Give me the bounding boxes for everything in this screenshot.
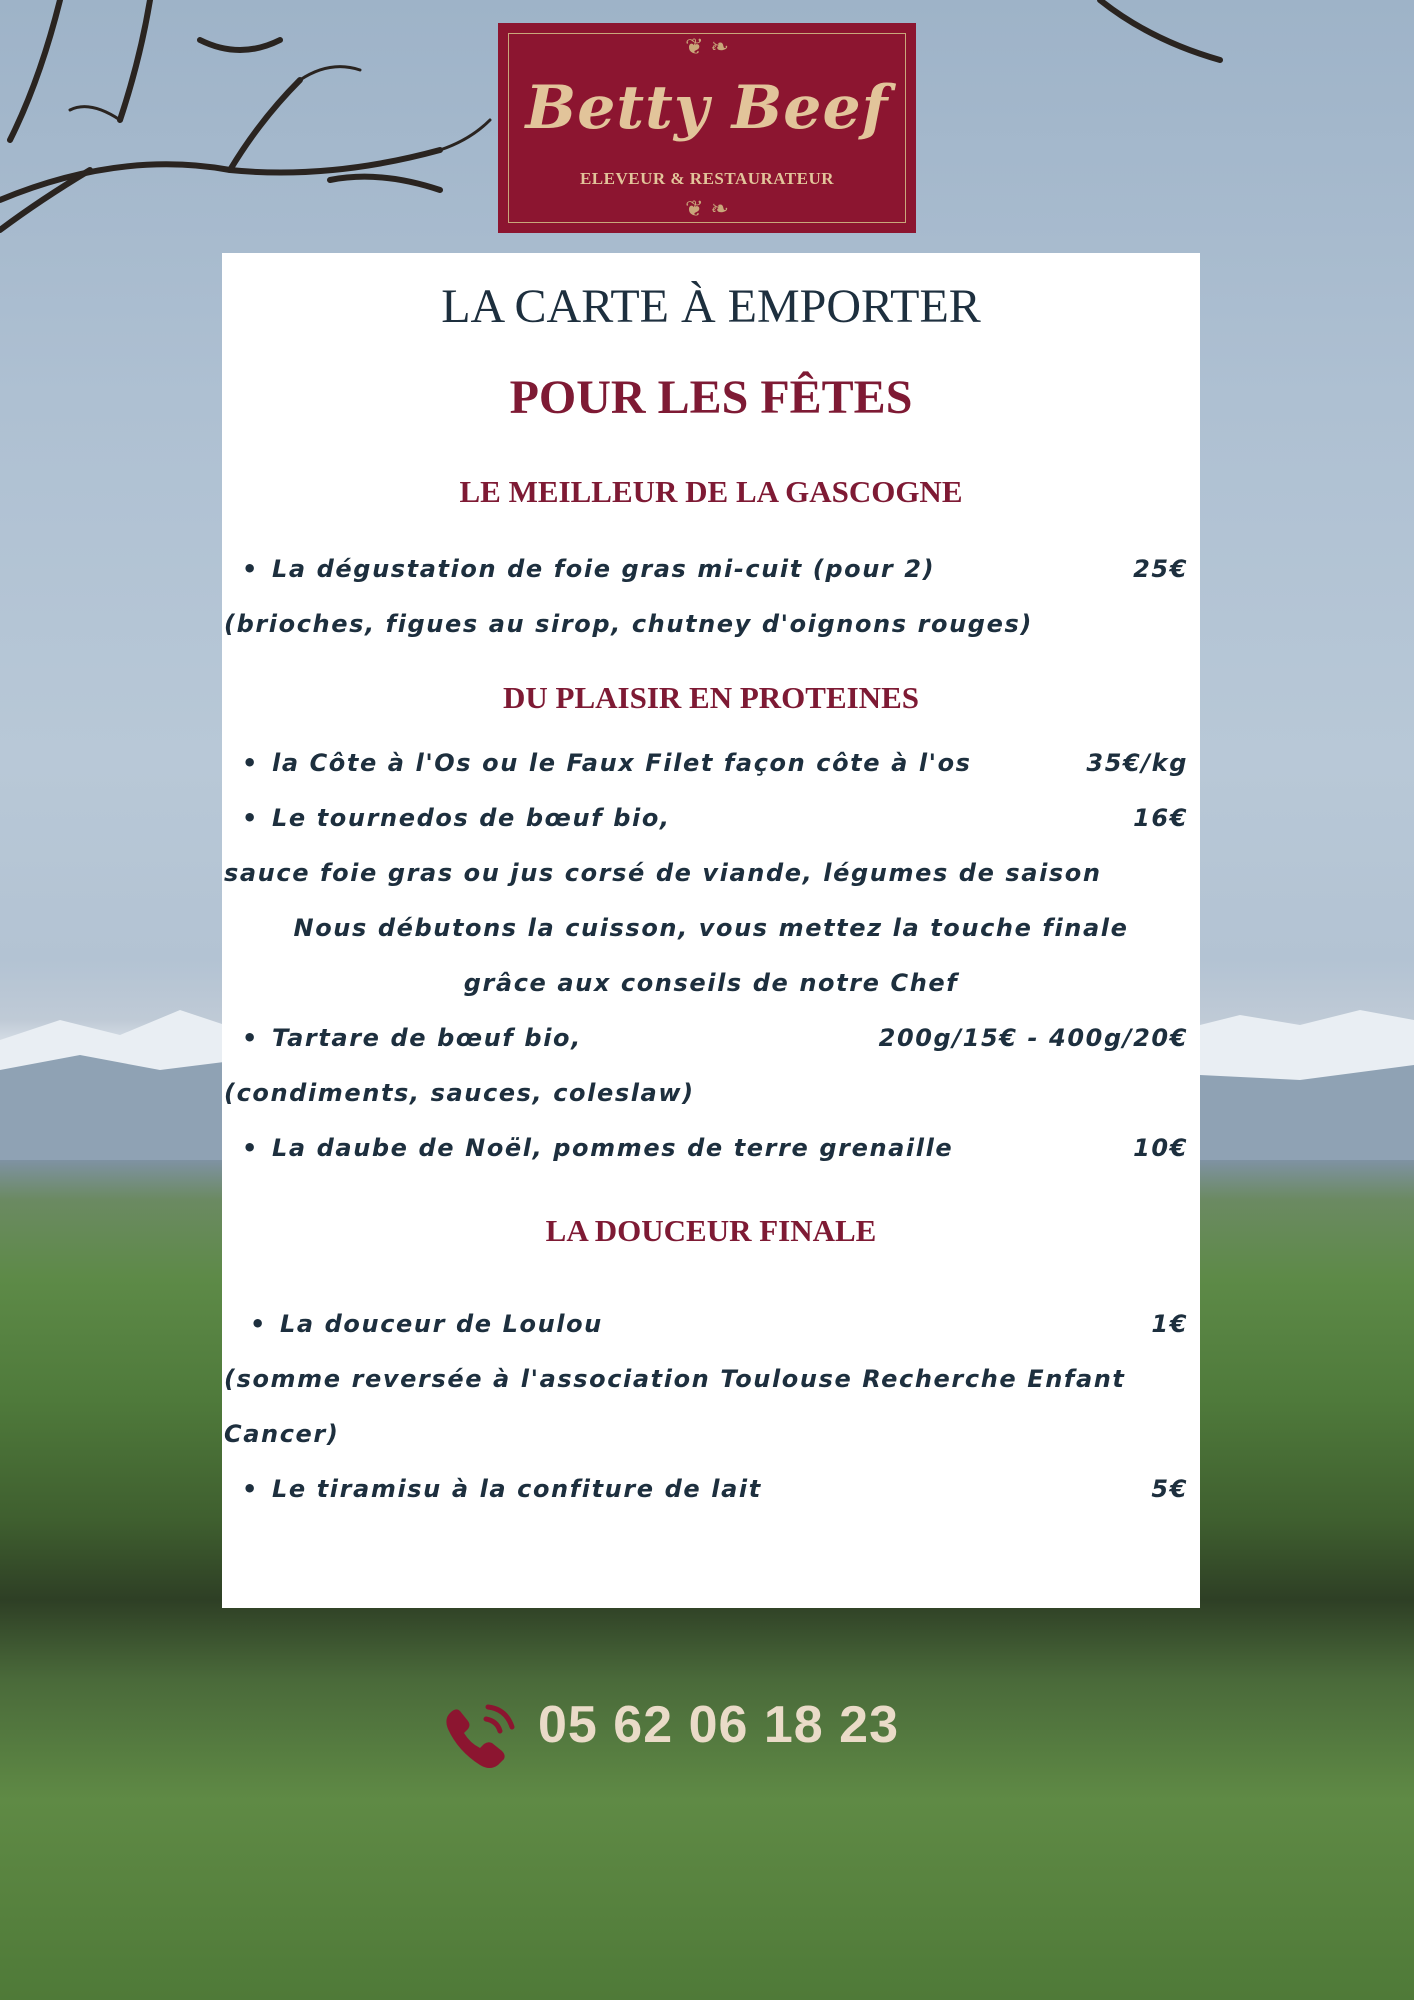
menu-item-daube-price: 10€ [1133,1134,1188,1162]
menu-item-tournedos-price: 16€ [1133,804,1188,832]
menu-item-douceur-loulou: • La douceur de Loulou [280,1310,603,1338]
menu-item-tartare-detail: (condiments, sauces, coleslaw) [224,1079,695,1107]
logo-ornament-top: ❦ ❧ [685,35,729,60]
menu-item-douceur-detail: (somme reversée à l'association Toulouse Recherche Enfant [224,1365,1126,1393]
menu-item-foie-gras: • La dégustation de foie gras mi-cuit (pour 2) [272,555,935,583]
menu-item-douceur-loulou-price: 1€ [1151,1310,1188,1338]
menu-item-douceur-detail-cont: Cancer) [224,1420,340,1448]
menu-note-cuisson: Nous débutons la cuisson, vous mettez la touche finale [293,914,1129,942]
section-heading-proteines: DU PLAISIR EN PROTEINES [502,680,919,715]
menu-item-tartare: • Tartare de bœuf bio, [272,1024,582,1052]
menu-item-foie-gras-detail: (brioches, figues au sirop, chutney d'oignons rouges) [224,610,1033,638]
section-heading-douceur: LA DOUCEUR FINALE [545,1213,877,1248]
menu-item-tournedos-detail: sauce foie gras ou jus corsé de viande, légumes de saison [224,859,1102,887]
phone-icon [440,1699,522,1775]
menu-item-tiramisu-price: 5€ [1151,1475,1188,1503]
betty-beef-logo [498,23,916,233]
logo-ornament-bottom: ❦ ❧ [685,197,729,222]
menu-item-daube: • La daube de Noël, pommes de terre grenaille [272,1134,953,1162]
menu-item-foie-gras-price: 25€ [1133,555,1188,583]
menu-item-tiramisu: • Le tiramisu à la confiture de lait [272,1475,762,1503]
menu-card [222,253,1200,1608]
section-heading-gascogne: LE MEILLEUR DE LA GASCOGNE [459,474,963,509]
logo-brand-name: Betty Beef [525,73,889,143]
logo-tagline: ELEVEUR & RESTAURATEUR [579,169,835,188]
menu-item-cote-os: • la Côte à l'Os ou le Faux Filet façon côte à l'os [272,749,972,777]
phone-contact[interactable] [440,1695,960,1775]
menu-item-cote-os-price: 35€/kg [1086,749,1188,777]
menu-item-tournedos: • Le tournedos de bœuf bio, [272,804,671,832]
menu-title: LA CARTE À EMPORTER [441,280,981,333]
menu-item-tartare-price: 200g/15€ - 400g/20€ [878,1024,1188,1052]
menu-note-chef: grâce aux conseils de notre Chef [463,969,959,997]
phone-number[interactable]: 05 62 06 18 23 [538,1696,899,1754]
menu-subtitle: POUR LES FÊTES [509,371,913,424]
